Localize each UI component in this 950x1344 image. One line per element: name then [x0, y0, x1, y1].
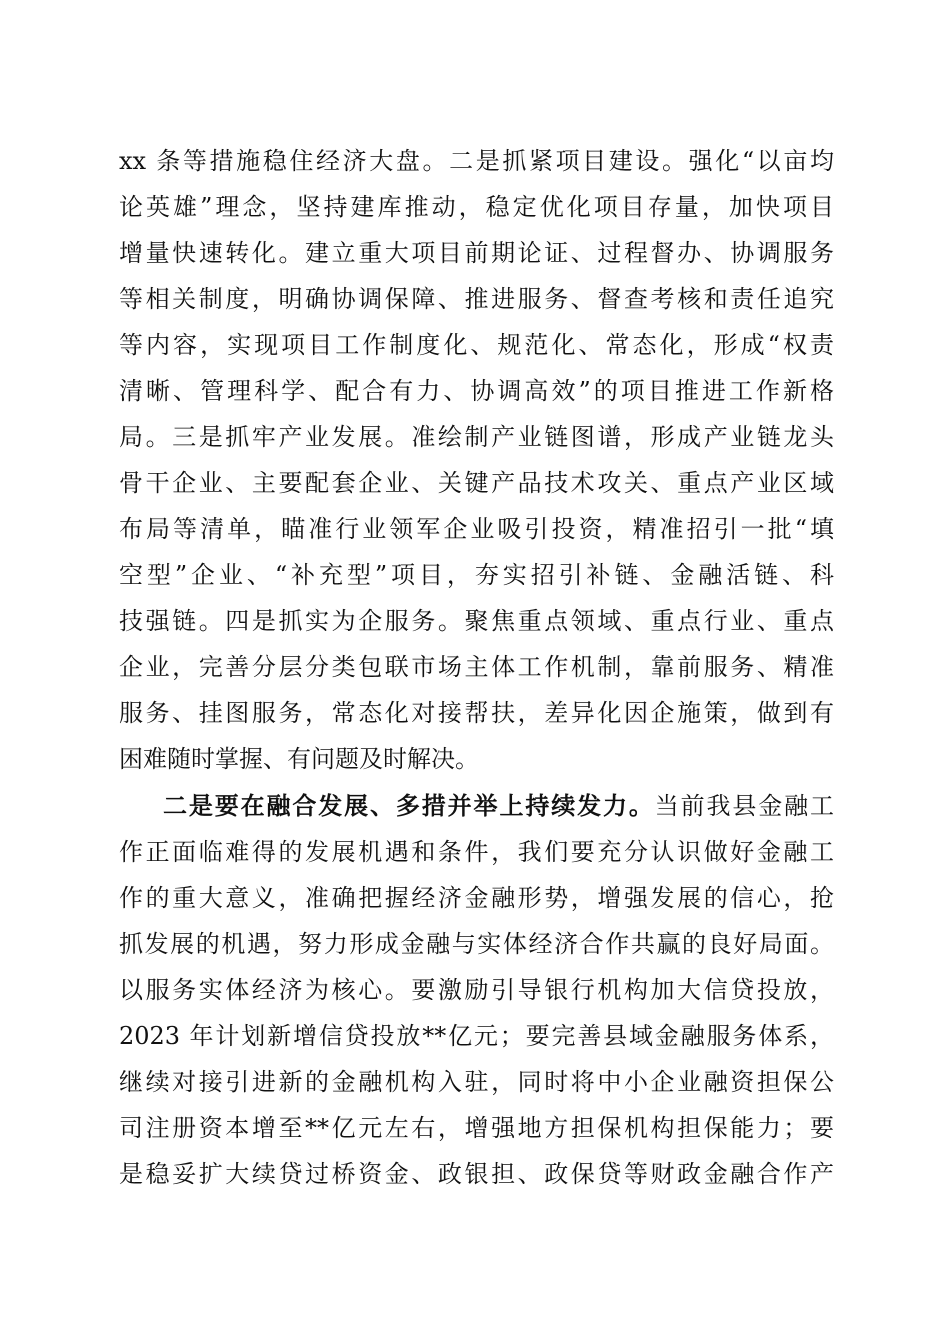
paragraph-1-line: 企业，完善分层分类包联市场主体工作机制，靠前服务、精准: [119, 653, 834, 681]
paragraph-1-line: 清晰、管理科学、配合有力、协调高效”的项目推进工作新格: [119, 377, 834, 405]
paragraph-1-line: 技强链。四是抓实为企服务。聚焦重点领域、重点行业、重点: [119, 607, 834, 635]
paragraph-2-line: 以服务实体经济为核心。要激励引导银行机构加大信贷投放，: [119, 976, 834, 1004]
paragraph-1-line: 增量快速转化。建立重大项目前期论证、过程督办、协调服务: [119, 239, 834, 267]
paragraph-1-line: 服务、挂图服务，常态化对接帮扶，差异化因企施策，做到有: [119, 699, 834, 727]
paragraph-2-first-line-rest: 当前我县金融工: [654, 792, 834, 820]
paragraph-2-heading: 二是要在融合发展、多措并举上持续发力。: [163, 791, 655, 820]
paragraph-2-line: 作的重大意义，准确把握经济金融形势，增强发展的信心，抢: [119, 884, 834, 912]
paragraph-1-line: 等相关制度，明确协调保障、推进服务、督查考核和责任追究: [119, 285, 834, 313]
paragraph-2-first-line: [163, 783, 834, 829]
paragraph-2-line: 是稳妥扩大续贷过桥资金、政银担、政保贷等财政金融合作产: [119, 1160, 834, 1188]
paragraph-1-line: 等内容，实现项目工作制度化、规范化、常态化，形成“权责: [119, 331, 834, 359]
paragraph-1-line: 骨干企业、主要配套企业、关键产品技术攻关、重点产业区域: [119, 469, 834, 497]
paragraph-1-line: 局。三是抓牢产业发展。准绘制产业链图谱，形成产业链龙头: [119, 423, 834, 451]
paragraph-2-line: 2023 年计划新增信贷投放**亿元；要完善县域金融服务体系，: [119, 1022, 834, 1050]
paragraph-1-line: 困难随时掌握、有问题及时解决。: [119, 745, 479, 773]
paragraph-2-line: 抓发展的机遇，努力形成金融与实体经济合作共赢的良好局面。: [119, 930, 834, 958]
paragraph-2-line: 继续对接引进新的金融机构入驻，同时将中小企业融资担保公: [119, 1068, 834, 1096]
paragraph-1-line: 布局等清单，瞄准行业领军企业吸引投资，精准招引一批“填: [119, 515, 834, 543]
paragraph-2-line: 司注册资本增至**亿元左右，增强地方担保机构担保能力；要: [119, 1114, 834, 1142]
paragraph-2-line: 作正面临难得的发展机遇和条件，我们要充分认识做好金融工: [119, 838, 834, 866]
paragraph-1-line: xx 条等措施稳住经济大盘。二是抓紧项目建设。强化“以亩均: [119, 147, 834, 175]
paragraph-1-line: 空型”企业、“补充型”项目，夯实招引补链、金融活链、科: [119, 561, 834, 589]
paragraph-1-line: 论英雄”理念，坚持建库推动，稳定优化项目存量，加快项目: [119, 193, 834, 221]
